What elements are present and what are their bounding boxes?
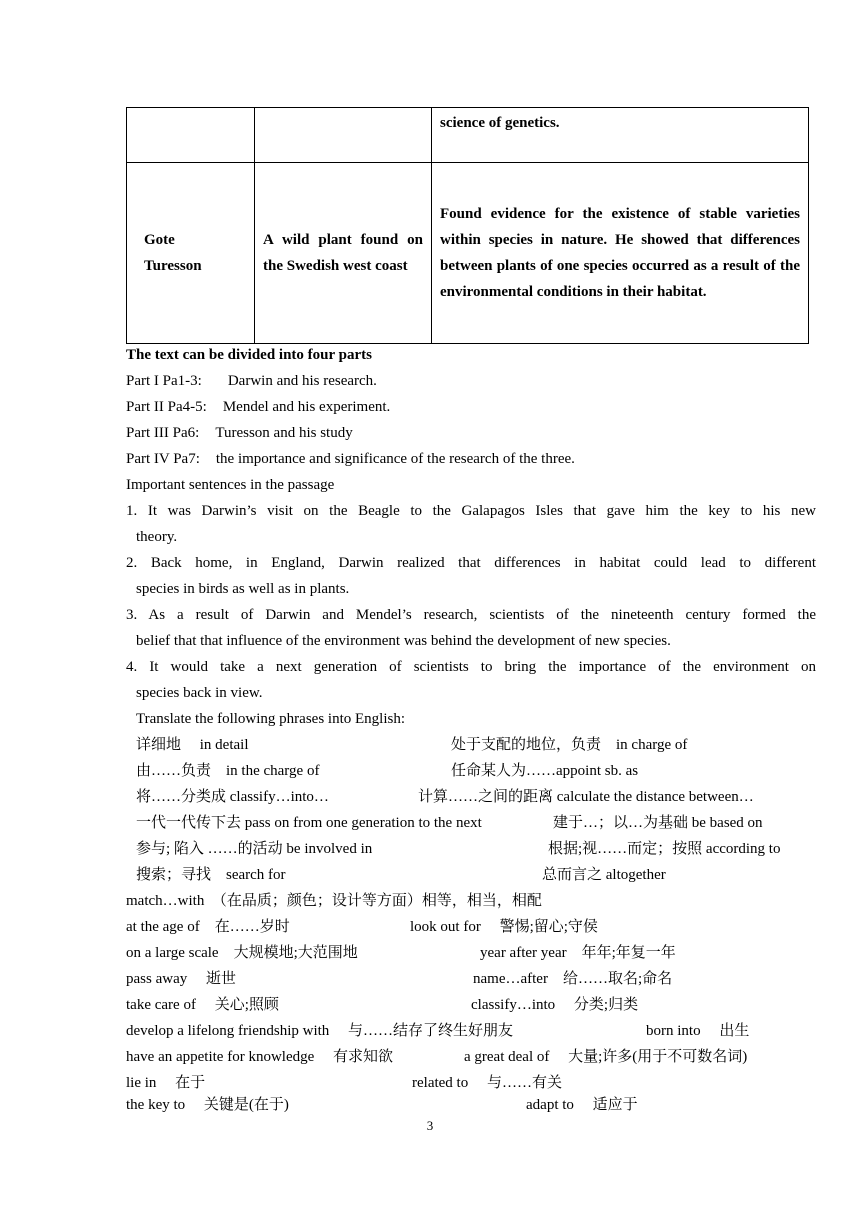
part-label: Part I Pa1-3: [126, 373, 202, 389]
phrase-right: adapt to 适应于 [526, 1097, 638, 1113]
part-item [126, 394, 390, 420]
phrase-left: the key to 关键是(在于) [126, 1097, 289, 1113]
phrase-right: classify…into 分类;归类 [471, 997, 639, 1013]
sentence-item [126, 498, 816, 550]
phrases-heading: Translate the following phrases into English: [136, 711, 406, 727]
phrase-right: 处于支配的地位，负责 in charge of [451, 737, 688, 753]
sentence-item [126, 602, 816, 654]
page-number: 3 [426, 1118, 434, 1133]
phrase-right: 建于…；以…为基础 be based on [553, 815, 763, 831]
phrase-right: name…after 给……取名;命名 [473, 971, 673, 987]
phrase-right: born into 出生 [646, 1023, 750, 1039]
phrase-left: 将……分类成 classify…into… [136, 789, 329, 805]
scientist-table [126, 107, 809, 344]
phrase-left: pass away 逝世 [126, 971, 236, 987]
part-label: Part III Pa6: [126, 425, 200, 441]
part-text: Turesson and his study [215, 425, 353, 441]
phrase-left: lie in 在于 [126, 1075, 206, 1091]
phrase-right: 根据;视……而定；按照 according to [548, 841, 781, 857]
phrase-left: 详细地 in detail [136, 737, 249, 753]
part-label: Part II Pa4-5: [126, 399, 207, 415]
table-cell [127, 108, 255, 163]
sentence-item [126, 550, 816, 602]
table-row [127, 108, 809, 163]
sentence-line: theory. [136, 529, 178, 545]
part-item [126, 368, 377, 394]
phrase-left: at the age of 在……岁时 [126, 919, 290, 935]
table-cell [255, 108, 432, 163]
phrase-right: related to 与……有关 [412, 1075, 562, 1091]
sentence-line: species in birds as well as in plants. [136, 581, 350, 597]
phrase-left: develop a lifelong friendship with 与……结存了终生好朋友 [126, 1023, 514, 1039]
finding-cell: Found evidence for the existence of stable varieties within species in nature. He showed that differences between plants of one species occurred as a result of the environmental conditions in their habitat. [432, 163, 809, 344]
phrase-left: have an appetite for knowledge 有求知欲 [126, 1049, 394, 1065]
phrase-left: 一代一代传下去 pass on from one generation to the next [136, 815, 482, 831]
phrase-left: match…with （在品质；颜色；设计等方面）相等，相当，相配 [126, 893, 542, 909]
table-cell: science of genetics. [432, 108, 809, 163]
part-text: the importance and significance of the research of the three. [215, 451, 575, 467]
parts-heading: The text can be divided into four parts [126, 347, 372, 363]
part-label: Part IV Pa7: [126, 451, 200, 467]
part-text: Mendel and his experiment. [222, 399, 391, 415]
sentence-item [126, 654, 816, 706]
scientist-name-cell: Gote Turesson [127, 163, 255, 344]
part-item [126, 446, 575, 472]
sentences-heading: Important sentences in the passage [126, 477, 335, 493]
phrase-right: year after year 年年;年复一年 [480, 945, 676, 961]
sentence-line: belief that that influence of the environment was behind the development of new species. [136, 633, 671, 649]
sentence-line: 2. Back home, in England, Darwin realized that differences in habitat could lead to different [126, 555, 816, 571]
phrase-right: a great deal of 大量;许多(用于不可数名词) [464, 1049, 748, 1065]
phrase-right: look out for 警惕;留心;守侯 [410, 919, 598, 935]
phrase-left: 参与; 陷入 ……的活动 be involved in [136, 841, 373, 857]
part-item [126, 420, 353, 446]
material-cell: A wild plant found on the Swedish west coast [255, 163, 432, 344]
phrase-left: 搜索；寻找 search for [136, 867, 286, 883]
phrase-left: take care of 关心;照顾 [126, 997, 279, 1013]
sentence-line: 3. As a result of Darwin and Mendel’s research, scientists of the nineteenth century formed the [126, 607, 816, 623]
phrase-left: on a large scale 大规模地;大范围地 [126, 945, 358, 961]
phrase-right: 任命某人为……appoint sb. as [451, 763, 639, 779]
table-row [127, 163, 809, 344]
sentence-line: species back in view. [136, 685, 263, 701]
sentence-line: 1. It was Darwin’s visit on the Beagle to the Galapagos Isles that gave him the key to his new [126, 503, 816, 519]
part-text: Darwin and his research. [227, 373, 377, 389]
sentence-line: 4. It would take a next generation of scientists to bring the importance of the environment on [126, 659, 816, 675]
phrase-left: 由……负责 in the charge of [136, 763, 320, 779]
phrase-right: 总而言之 altogether [542, 867, 666, 883]
phrase-right: 计算……之间的距离 calculate the distance between… [418, 789, 754, 805]
